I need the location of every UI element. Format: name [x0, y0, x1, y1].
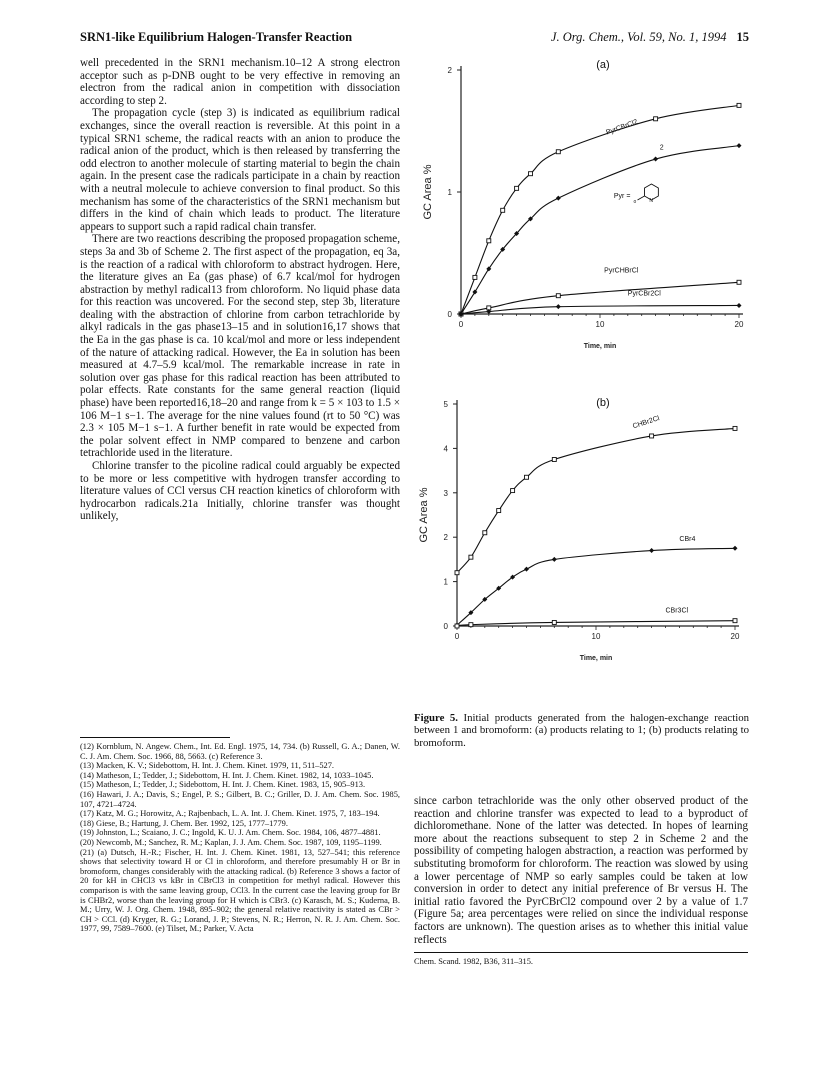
series-line [461, 282, 739, 314]
data-point [733, 619, 737, 623]
data-point [653, 157, 658, 162]
data-point [556, 150, 560, 154]
y-tick-label: 2 [447, 66, 452, 75]
x-tick-label: 20 [734, 320, 744, 329]
journal-info: J. Org. Chem., Vol. 59, No. 1, 1994 [550, 30, 727, 44]
data-point [654, 117, 658, 121]
y-tick-label: 1 [443, 577, 448, 587]
data-point [525, 475, 529, 479]
series-label: PyrCBr2Cl [627, 290, 661, 298]
chart-panel-a [413, 48, 753, 368]
figure-5 [413, 48, 753, 688]
x-tick-label: 0 [454, 632, 460, 641]
left-column [80, 57, 400, 523]
data-point [552, 458, 556, 462]
figure-caption [414, 712, 749, 749]
series-label: 2 [659, 144, 664, 152]
series-label: CBr4 [679, 535, 696, 543]
page-number: 15 [736, 30, 749, 44]
footnote-rule [414, 952, 748, 953]
x-axis-label: Time, min [579, 655, 613, 662]
series-line [457, 428, 735, 572]
reference-item: (20) Newcomb, M.; Sanchez, R. M.; Kaplan, J. J. Am. Chem. Soc. 1987, 109, 1195–1199. [80, 837, 382, 847]
data-point [469, 623, 473, 627]
reference-item: (12) Kornblum, N. Angew. Chem., Int. Ed. Engl. 1975, 14, 734. (b) Russell, G. A.; Danen, W. C. J. Am. Chem. Soc. 1966, 88, 5663. (c) Reference 3. [80, 742, 400, 761]
journal-citation [551, 30, 749, 45]
y-tick-label: 3 [443, 488, 448, 498]
reference-item: (15) Matheson, I.; Tedder, J.; Sidebottom, H. Int. J. Chem. Kinet. 1983, 15, 905–913. [80, 780, 366, 790]
data-point [649, 548, 654, 553]
reference-item: (19) Johnston, L.; Scaiano, J. C.; Ingold, K. U. J. Am. Chem. Soc. 1984, 106, 4877–4881. [80, 828, 381, 838]
data-point [737, 103, 741, 107]
reference-item: (21) (a) Dutsch, H.-R.; Fischer, H. Int. J. Chem. Kinet. 1981, 13, 527–541; this reference shows that selectivity toward H or Cl in chloroform, and therefore presumably H or Br in bromoform, changes considerably with the attacking radical. (b) Reference 3 shows a factor of 20 for kH in CHCl3 vs kBr in CBrCl3 in competition for methyl radical. However this comparison is with the same leaving group, CCl3. In the current case the leaving group for Br is CHBr2, worse than the leaving group for H which is CBr3. (c) Karasch, M. S.; Kuderna, B. M.; Urry, W. J. Org. Chem. 1948, 895–902; the general relative reactivity is stated as CBr > CH > CCl. (d) Kryger, R. G.; Lorand, J. P.; Stevens, N. R.; Herron, N. R. J. Am. Chem. Soc. 1977, 99, 7589–7600. (e) Tilset, M.; Parker, V. Acta [80, 847, 400, 934]
y-axis-label: GC Area % [418, 487, 430, 543]
x-axis-label: Time, min [583, 343, 617, 350]
data-point [455, 571, 459, 575]
data-point [529, 172, 533, 176]
x-tick-label: 10 [595, 320, 605, 329]
y-tick-label: 0 [443, 622, 448, 631]
data-point [556, 304, 561, 309]
right-column [414, 795, 748, 967]
paragraph: since carbon tetrachloride was the only other observed product of the reaction and chlorine transfer was expected to lead to a byproduct of dichloromethane. None of the latter was detected. In hopes of learning more about the reactions subsequent to step 2 in Scheme 2 and the possibility of competing halogen abstraction, a reaction was performed by substituting bromoform for chloroform. The reaction was slowed by using a lower percentage of NMP so early samples could be taken at low conversion in order to detect any initial preference of Br versus H. The initial ratio favored the PyrCBrCl2 compound over 2 by a value of 1.7 (Figure 5a; area percentages were relied on since the individual response factors are unknown). The question arises as to whether this initial value reflects [414, 795, 748, 946]
data-point [483, 531, 487, 535]
paragraph: Chlorine transfer to the picoline radical could arguably be expected to be more or less competitive with hydrogen transfer according to literature values of CCl versus CH reaction kinetics of chloroform with hydrocarbon radicals.21a Initially, chlorine transfer was thought unlikely, [80, 460, 400, 523]
series-label: CHBr2Cl [631, 415, 661, 431]
paragraph: well precedented in the SRN1 mechanism.10–12 A strong electron acceptor such as p-DNB ought to be very effective in removing an electron from the radical anion in competition with dissociation according to step 2. [80, 57, 400, 107]
data-point [737, 143, 742, 148]
series-line [457, 621, 735, 626]
reference-item: (18) Giese, B.; Hartung, J. Chem. Ber. 1992, 125, 1777–1779. [80, 818, 288, 828]
paragraph: There are two reactions describing the proposed propagation scheme, steps 3a and 3b of Scheme 2. The first aspect of the propagation, eq 3a, is the reaction of a radical with chloroform to abstract hydrogen. Here, the literature gives an Ea (gas phase) of 6.7 kcal/mol for hydrogen abstraction by methyl radical13 from chloroform. No liquid phase data for this reaction was uncovered. For the second step, step 3b, literature dealing with the abstraction of chlorine from carbon tetrachloride by alkyl radicals in the gas phase13–15 and in solution16,17 shows that the Ea in the gas phase is ca. 10 kcal/mol and more or less independent of the nature of attacking radical. However, the Ea in solution has been measured at 4.7–5.9 kcal/mol. The remarkable increase in rate in solution over gas phase for this radical reaction has been attributed to polar effects. Rate constants for the same general reaction (liquid phase) have been reported16,18–20 and range from k = 5 × 103 to 1.5 × 106 M−1 s−1. The average for the nine values found (rt to 50 °C) was 2.3 × 105 M−1 s−1. A further benefit in rate would be expected from the polar solvent effect in NMP compared to benzene and carbon tetrachloride used in the literature. [80, 233, 400, 460]
ring-atom-label: o [633, 199, 637, 205]
references [80, 737, 400, 934]
data-point [472, 290, 477, 295]
chart-panel-b [413, 388, 753, 688]
page-header [80, 30, 749, 48]
data-point [556, 196, 561, 201]
y-tick-label: 1 [447, 188, 452, 197]
data-point [469, 555, 473, 559]
data-point [487, 239, 491, 243]
paragraph: The propagation cycle (step 3) is indicated as equilibrium radical exchanges, since the overall reaction is reversible. At this point in a typical SRN1 scheme, the radical reacts with an anion to produce the radical anion of the product, which is then released by transferring the odd electron to another molecule of starting material to begin the chain again. In the present case the radicals participate in a chain by reaction with a neutral molecule to achieve conversion to final product. So this mechanism has some of the characteristics of the SRN1 mechanism but differs in the kind of chain which leads to product. The literature appears to support such a rapid radical chain transfer. [80, 107, 400, 233]
ring-atom-label: N [649, 198, 654, 204]
ring-bond [638, 196, 645, 200]
data-point [524, 567, 529, 572]
running-title: SRN1-like Equilibrium Halogen-Transfer Reaction [80, 30, 353, 44]
data-point [737, 303, 742, 308]
reference-continuation: Chem. Scand. 1982, B36, 311–315. [414, 957, 534, 967]
y-axis-label: GC Area % [422, 164, 434, 220]
y-tick-label: 5 [443, 400, 448, 409]
data-point [552, 557, 557, 562]
x-tick-label: 20 [730, 632, 740, 641]
data-point [556, 294, 560, 298]
panel-label: (b) [596, 397, 610, 409]
data-point [515, 186, 519, 190]
reference-item: (16) Hawari, J. A.; Davis, S.; Engel, P. S.; Gilbert, B. C.; Griller, D. J. Am. Chem. Soc. 1985, 107, 4721–4724. [80, 789, 400, 809]
reference-item: (14) Matheson, I.; Tedder, J.; Sidebottom, H. Int. J. Chem. Kinet. 1982, 14, 1033–1045. [80, 770, 374, 780]
panel-label: (a) [596, 59, 610, 71]
y-tick-label: 2 [443, 533, 448, 543]
caption-label: Figure 5. [414, 712, 458, 724]
reference-item: (13) Macken, K. V.; Sidebottom, H. Int. J. Chem. Kinet. 1979, 11, 511–527. [80, 761, 335, 771]
data-point [737, 280, 741, 284]
pyr-label: Pyr = [613, 193, 631, 201]
data-point [733, 426, 737, 430]
reference-item: (17) Katz, M. G.; Horowitz, A.; Rajbenbach, L. A. Int. J. Chem. Kinet. 1975, 7, 183–194. [80, 809, 380, 819]
series-label: PyrCHBrCl [604, 267, 639, 275]
data-point [501, 208, 505, 212]
x-tick-label: 0 [458, 320, 464, 329]
y-tick-label: 4 [443, 444, 448, 454]
x-tick-label: 10 [591, 632, 601, 641]
data-point [650, 434, 654, 438]
series-line [461, 305, 739, 314]
y-tick-label: 0 [447, 310, 452, 319]
caption-text: Initial products generated from the halogen-exchange reaction between 1 and bromoform: (a) products relating to 1; (b) products relating to bromoform. [414, 712, 749, 749]
data-point [455, 624, 459, 628]
data-point [473, 275, 477, 279]
series-label: CBr3Cl [665, 607, 689, 615]
footnote-rule [80, 737, 230, 738]
data-point [552, 620, 556, 624]
series-label: PyrCBrCl2 [605, 118, 639, 137]
data-point [733, 546, 738, 551]
data-point [497, 509, 501, 513]
series-line [461, 146, 739, 314]
data-point [511, 489, 515, 493]
